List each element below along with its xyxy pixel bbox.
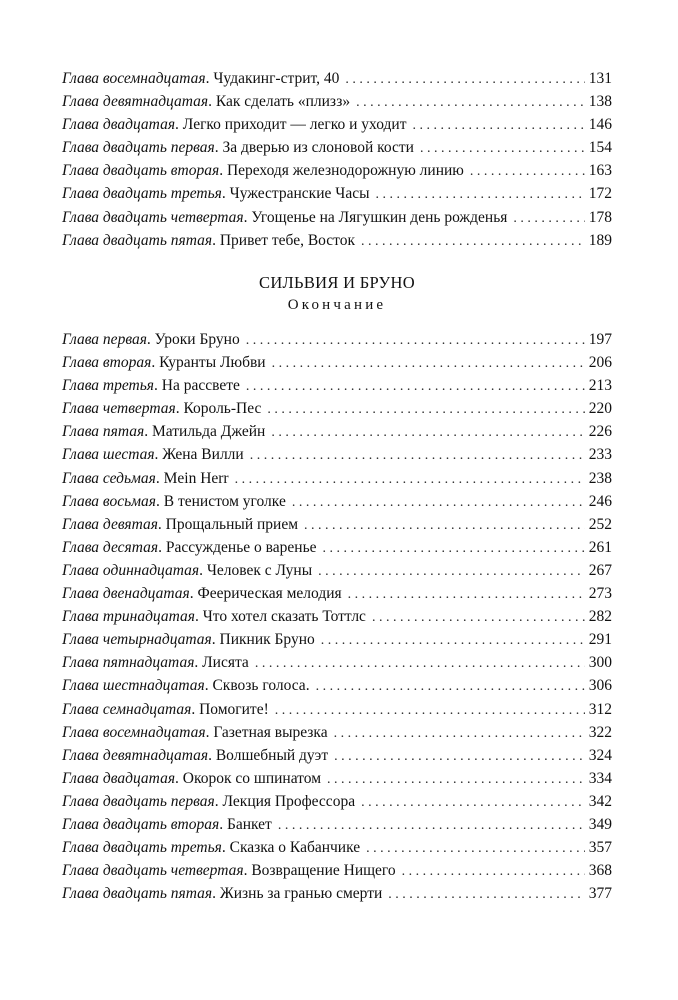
toc-page-number: 172 (588, 185, 612, 203)
toc-entry (62, 513, 612, 536)
dot-leader (304, 514, 585, 537)
toc-chapter-label: Глава шестнадцатая (62, 677, 205, 695)
toc-list-part1 (62, 67, 612, 252)
toc-entry (62, 206, 612, 229)
toc-page-number: 291 (588, 631, 612, 649)
dot-leader (420, 137, 585, 160)
toc-chapter-name: Помогите! (199, 700, 269, 718)
toc-chapter-label: Глава семнадцатая (62, 700, 192, 718)
dot-leader (255, 652, 585, 675)
toc-chapter-name: Сквозь голоса. (212, 677, 310, 695)
dot-leader (376, 183, 585, 206)
dot-leader (388, 883, 584, 906)
toc-entry (62, 443, 612, 466)
toc-page-number: 246 (588, 492, 612, 510)
dot-leader (361, 791, 585, 814)
toc-chapter-label: Глава двадцать вторая (62, 162, 220, 180)
toc-chapter-label: Глава двадцать третья (62, 839, 222, 857)
toc-page-number: 357 (588, 839, 612, 857)
toc-chapter-label: Глава одиннадцатая (62, 561, 200, 579)
toc-entry (62, 328, 612, 351)
toc-page-number: 368 (588, 862, 612, 880)
toc-chapter-label: Глава тринадцатая (62, 608, 195, 626)
toc-entry (62, 790, 612, 813)
toc-entry-title: Глава двадцать третья. Сказка о Кабанчике (62, 839, 361, 857)
toc-chapter-label: Глава пятая (62, 423, 145, 441)
toc-page-number: 312 (588, 700, 612, 718)
dot-leader (402, 860, 585, 883)
toc-entry (62, 490, 612, 513)
toc-chapter-name: Лисята (202, 654, 249, 672)
toc-page-number: 178 (588, 208, 612, 226)
toc-entry-title: Глава третья. На рассвете (62, 377, 240, 395)
toc-page-number: 377 (588, 885, 612, 903)
toc-entry (62, 90, 612, 113)
toc-entry-title: Глава тринадцатая. Что хотел сказать Тоттлс (62, 608, 366, 626)
toc-entry-title: Глава двадцать пятая. Жизнь за гранью смерти (62, 885, 383, 903)
toc-chapter-label: Глава седьмая (62, 469, 156, 487)
toc-entry (62, 628, 612, 651)
toc-chapter-name: Уроки Бруно (154, 331, 240, 348)
toc-page-number: 306 (588, 677, 612, 695)
toc-chapter-name: За дверью из слоновой кости (222, 139, 414, 157)
toc-chapter-name: Газетная вырезка (213, 723, 328, 741)
toc-entry-title: Глава семнадцатая. Помогите! (62, 700, 269, 718)
toc-entry (62, 836, 612, 859)
dot-leader (246, 329, 585, 352)
toc-page-number: 131 (588, 70, 612, 87)
toc-entry-title: Глава двенадцатая. Феерическая мелодия (62, 585, 342, 603)
toc-page-number: 349 (588, 815, 612, 833)
toc-entry (62, 67, 612, 90)
toc-entry-title: Глава двадцать первая. За дверью из слоновой кости (62, 139, 414, 157)
toc-page-number: 334 (588, 769, 612, 787)
toc-chapter-name: Человек с Луны (206, 561, 313, 579)
toc-page-number: 226 (588, 423, 612, 441)
dot-leader (372, 606, 585, 629)
toc-entry-title: Глава седьмая. Mein Herr (62, 469, 229, 487)
toc-chapter-name: Что хотел сказать Тоттлс (202, 608, 366, 626)
dot-leader (275, 699, 585, 722)
toc-chapter-label: Глава шестая (62, 446, 155, 464)
toc-page-number: 197 (588, 331, 612, 348)
section-heading (62, 272, 612, 316)
toc-chapter-label: Глава двадцать четвертая (62, 862, 244, 880)
toc-page-number: 163 (588, 162, 612, 180)
toc-entry-title: Глава десятая. Рассужденье о варенье (62, 538, 317, 556)
dot-leader (271, 421, 584, 444)
toc-chapter-name: Жена Вилли (162, 446, 244, 464)
toc-chapter-name: Переходя железнодорожную линию (226, 162, 464, 180)
toc-entry-title: Глава двадцатая. Окорок со шпинатом (62, 769, 322, 787)
toc-entry-title: Глава одиннадцатая. Человек с Луны (62, 561, 313, 579)
toc-entry-title: Глава восемнадцатая. Газетная вырезка (62, 723, 328, 741)
toc-page-number: 233 (588, 446, 612, 464)
toc-chapter-label: Глава двадцатая (62, 769, 176, 787)
toc-page-number: 189 (588, 231, 612, 249)
toc-chapter-name: Как сделать «плизз» (215, 93, 351, 111)
toc-chapter-label: Глава двадцатая (62, 116, 176, 134)
section-subtitle: Окончание (287, 297, 387, 313)
dot-leader (318, 560, 585, 583)
dot-leader (513, 207, 584, 230)
dot-leader (361, 230, 585, 253)
toc-chapter-label: Глава пятнадцатая (62, 654, 195, 672)
toc-entry-title: Глава шестнадцатая. Сквозь голоса. (62, 677, 310, 695)
toc-entry-title: Глава четырнадцатая. Пикник Бруно (62, 631, 315, 649)
toc-entry (62, 859, 612, 882)
dot-leader (334, 722, 585, 745)
toc-chapter-name: Пикник Бруно (219, 631, 315, 649)
toc-chapter-name: Жизнь за гранью смерти (219, 885, 383, 903)
toc-entry-title: Глава восьмая. В тенистом уголке (62, 492, 286, 510)
toc-entry (62, 136, 612, 159)
toc-page-number: 273 (588, 585, 612, 603)
toc-entry (62, 159, 612, 182)
toc-entry-title: Глава девятнадцатая. Волшебный дуэт (62, 746, 329, 764)
dot-leader (250, 444, 585, 467)
dot-leader (292, 491, 585, 514)
toc-entry-title: Глава двадцать пятая. Привет тебе, Восток (62, 231, 356, 249)
toc-chapter-label: Глава десятая (62, 538, 159, 556)
toc-entry (62, 397, 612, 420)
toc-entry-title: Глава пятнадцатая. Лисята (62, 654, 249, 672)
toc-entry (62, 813, 612, 836)
toc-entry (62, 351, 612, 374)
toc-page-number: 261 (588, 538, 612, 556)
toc-entry-title: Глава двадцать третья. Чужестранские Часы (62, 185, 370, 203)
dot-leader (235, 468, 585, 491)
toc-entry-title: Глава вторая. Куранты Любви (62, 354, 266, 372)
toc-entry (62, 182, 612, 205)
toc-chapter-name: Привет тебе, Восток (219, 231, 356, 249)
toc-chapter-name: Прощальный прием (165, 515, 299, 533)
toc-chapter-name: Возвращение Нищего (251, 862, 396, 880)
toc-chapter-label: Глава девятая (62, 515, 158, 533)
toc-chapter-label: Глава четырнадцатая (62, 631, 212, 649)
toc-chapter-label: Глава двадцать вторая (62, 815, 220, 833)
dot-leader (366, 837, 585, 860)
dot-leader (278, 814, 585, 837)
toc-chapter-name: Рассужденье о варенье (165, 538, 317, 556)
toc-entry (62, 882, 612, 905)
dot-leader (327, 768, 585, 791)
toc-chapter-label: Глава двадцать первая (62, 792, 215, 810)
toc-chapter-label: Глава восьмая (62, 492, 156, 510)
toc-page-number: 206 (588, 354, 612, 372)
toc-entry-title: Глава двадцать четвертая. Возвращение Нищего (62, 862, 396, 880)
toc-entry (62, 744, 612, 767)
toc-chapter-label: Глава восемнадцатая (62, 70, 206, 87)
toc-list-part2 (62, 328, 612, 905)
dot-leader (345, 68, 584, 91)
toc-chapter-name: Сказка о Кабанчике (229, 839, 361, 857)
dot-leader (321, 629, 585, 652)
toc-chapter-name: Банкет (226, 815, 272, 833)
toc-chapter-label: Глава третья (62, 377, 155, 395)
toc-entry-title: Глава первая. Уроки Бруно (62, 331, 240, 348)
toc-chapter-label: Глава двадцать пятая (62, 885, 213, 903)
toc-entry (62, 721, 612, 744)
toc-page-number: 300 (588, 654, 612, 672)
toc-entry (62, 767, 612, 790)
section-title: СИЛЬВИЯ И БРУНО (259, 273, 415, 292)
toc-chapter-label: Глава первая (62, 331, 147, 348)
toc-chapter-label: Глава восемнадцатая (62, 723, 206, 741)
toc-entry-title: Глава девятнадцатая. Как сделать «плизз» (62, 93, 351, 111)
dot-leader (470, 160, 585, 183)
toc-chapter-name: Легко приходит — легко и уходит (182, 116, 407, 134)
toc-entry (62, 698, 612, 721)
toc-chapter-name: Матильда Джейн (151, 423, 266, 441)
toc-chapter-label: Глава двадцать первая (62, 139, 215, 157)
toc-chapter-label: Глава четвертая (62, 400, 176, 418)
toc-entry (62, 559, 612, 582)
toc-entry (62, 467, 612, 490)
dot-leader (246, 375, 585, 398)
toc-page-number: 267 (588, 561, 612, 579)
toc-entry-title: Глава девятая. Прощальный прием (62, 515, 299, 533)
toc-page-number: 342 (588, 792, 612, 810)
toc-entry-title: Глава шестая. Жена Вилли (62, 446, 244, 464)
toc-page-number: 282 (588, 608, 612, 626)
toc-entry (62, 113, 612, 136)
toc-chapter-label: Глава двадцать пятая (62, 231, 213, 249)
toc-chapter-label: Глава вторая (62, 354, 152, 372)
dot-leader (316, 675, 585, 698)
toc-chapter-label: Глава двадцать четвертая (62, 208, 244, 226)
toc-chapter-label: Глава девятнадцатая (62, 93, 209, 111)
toc-page-number: 220 (588, 400, 612, 418)
dot-leader (356, 91, 585, 114)
toc-entry (62, 674, 612, 697)
toc-entry (62, 229, 612, 252)
dot-leader (334, 745, 585, 768)
dot-leader (323, 537, 585, 560)
toc-chapter-name: Король-Пес (183, 400, 262, 418)
toc-chapter-name: Феерическая мелодия (197, 585, 342, 603)
dot-leader (348, 583, 585, 606)
toc-chapter-name: Угощенье на Лягушкин день рожденья (251, 208, 508, 226)
toc-chapter-name: Волшебный дуэт (215, 746, 329, 764)
toc-entry-title: Глава двадцать первая. Лекция Профессора (62, 792, 356, 810)
toc-chapter-label: Глава девятнадцатая (62, 746, 209, 764)
toc-chapter-name: Окорок со шпинатом (182, 769, 322, 787)
toc-page-number: 322 (588, 723, 612, 741)
toc-entry-title: Глава двадцать четвертая. Угощенье на Лягушкин день рожденья (62, 208, 508, 226)
dot-leader (412, 114, 584, 137)
toc-entry-title: Глава двадцать вторая. Банкет (62, 815, 272, 833)
toc-page-number: 138 (588, 93, 612, 111)
toc-entry-title: Глава двадцатая. Легко приходит — легко и уходит (62, 116, 407, 134)
toc-chapter-label: Глава двенадцатая (62, 585, 190, 603)
toc-entry-title: Глава четвертая. Король-Пес (62, 400, 262, 418)
toc-entry-title: Глава восемнадцатая. Чудакинг-стрит, 40 (62, 70, 340, 87)
toc-entry (62, 605, 612, 628)
toc-chapter-name: На рассвете (161, 377, 240, 395)
toc-chapter-name: Куранты Любви (159, 354, 266, 372)
toc-page-number: 252 (588, 515, 612, 533)
dot-leader (272, 352, 585, 375)
dot-leader (267, 398, 584, 421)
toc-entry (62, 420, 612, 443)
toc-chapter-name: Чужестранские Часы (229, 185, 370, 203)
toc-entry (62, 536, 612, 559)
toc-chapter-name: Mein Herr (163, 469, 229, 487)
toc-page-number: 324 (588, 746, 612, 764)
toc-entry (62, 582, 612, 605)
toc-entry-title: Глава двадцать вторая. Переходя железнодорожную линию (62, 162, 464, 180)
toc-entry (62, 651, 612, 674)
toc-chapter-name: В тенистом уголке (163, 492, 286, 510)
toc-page-number: 238 (588, 469, 612, 487)
toc-page-number: 213 (588, 377, 612, 395)
toc-chapter-name: Чудакинг-стрит, 40 (213, 70, 340, 87)
toc-entry-title: Глава пятая. Матильда Джейн (62, 423, 266, 441)
toc-chapter-name: Лекция Профессора (222, 792, 356, 810)
toc-entry (62, 374, 612, 397)
toc-page-number: 154 (588, 139, 612, 157)
toc-chapter-label: Глава двадцать третья (62, 185, 222, 203)
toc-page-number: 146 (588, 116, 612, 134)
